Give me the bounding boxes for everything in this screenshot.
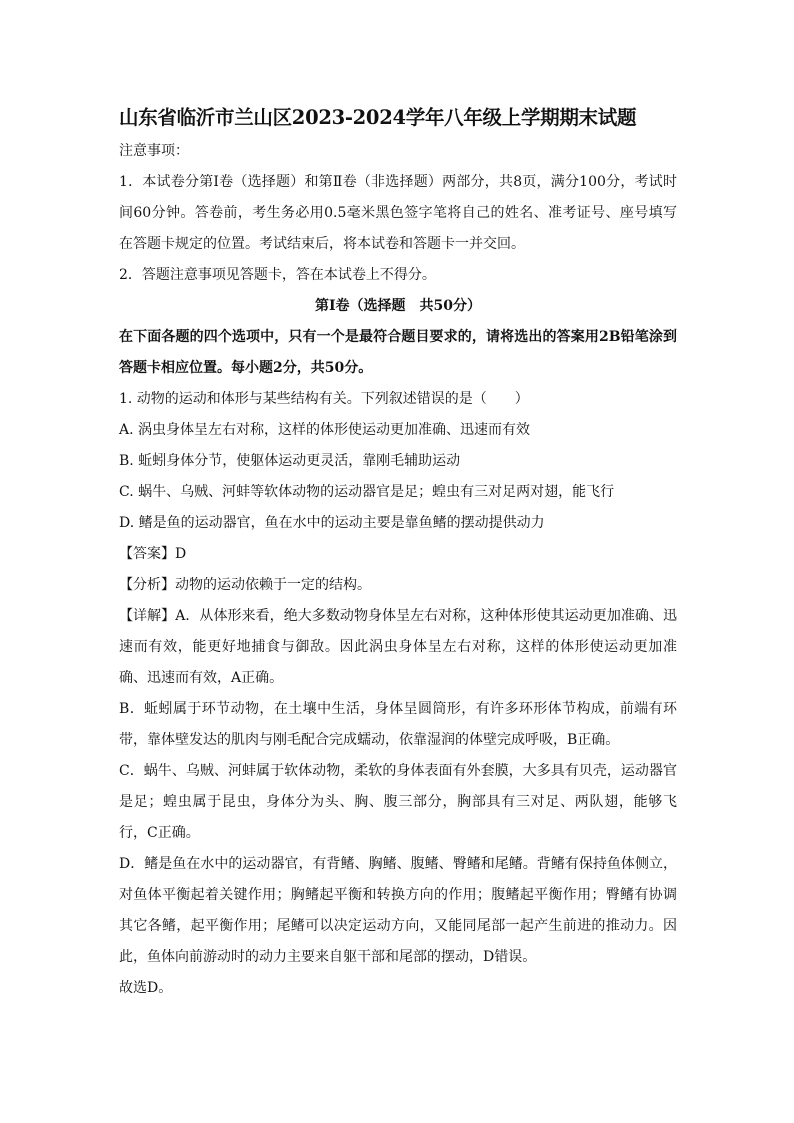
answer-line — [119, 539, 677, 570]
notice-item-1: 1．本试卷分第Ⅰ卷（选择题）和第Ⅱ卷（非选择题）两部分，共8页，满分100分，考试时间60分钟。答卷前，考生务必用0.5毫米黑色签字笔将自己的姓名、准考证号、座号填写在答题卡规定的位置。考试结束后，将本试卷和答题卡一并交回。 — [119, 174, 677, 252]
detail-b: B．蚯蚓属于环节动物，在土壤中生活，身体呈圆筒形，有许多环形体节构成，前端有环带，靠体壁发达的肌肉与刚毛配合完成蠕动，依靠湿润的体壁完成呼吸，B正确。 — [119, 701, 677, 748]
document-content — [119, 104, 677, 1004]
notice-item-2: 2．答题注意事项见答题卡，答在本试卷上不得分。 — [119, 267, 436, 283]
option-d: D. 鳍是鱼的运动器官，鱼在水中的运动主要是靠鱼鳍的摆动提供动力 — [119, 515, 545, 531]
option-a: A. 涡虫身体呈左右对称，这样的体形使运动更加准确、迅速而有效 — [119, 422, 531, 438]
analysis-label: 【分析】 — [119, 577, 175, 593]
detail-c: C．蜗牛、乌贼、河蚌属于软体动物，柔软的身体表面有外套膜，大多具有贝壳，运动器官是足；蝗虫属于昆虫，身体分为头、胸、腹三部分，胸部具有三对足、两队翅，能够飞行，C正确。 — [119, 763, 677, 841]
detail-d: D．鳍是鱼在水中的运动器官，有背鳍、胸鳍、腹鳍、臀鳍和尾鳍。背鳍有保持鱼体侧立，对鱼体平衡起着关键作用；胸鳍起平衡和转换方向的作用；腹鳍起平衡作用；臀鳍有协调其它各鳍，起平衡作用；尾鳍可以决定运动方向，又能同尾部一起产生前进的推动力。因此，鱼体向前游动时的动力主要来自躯干部和尾部的摆动，D错误。 — [119, 856, 677, 965]
conclusion: 故选D。 — [119, 980, 173, 996]
detail-a-text: A．从体形来看，绝大多数动物身体呈左右对称，这种体形使其运动更加准确、迅速而有效，能更好地捕食与御敌。因此涡虫身体呈左右对称，这样的体形使运动更加准确、迅速而有效，A正确。 — [119, 608, 678, 686]
question-stem: 1. 动物的运动和体形与某些结构有关。下列叙述错误的是（ ） — [119, 391, 529, 407]
option-c: C. 蜗牛、乌贼、河蚌等软体动物的运动器官是足；蝗虫有三对足两对翅，能飞行 — [119, 484, 615, 500]
analysis-text: 动物的运动依赖于一定的结构。 — [175, 577, 371, 593]
analysis-line — [119, 570, 677, 601]
option-b: B. 蚯蚓身体分节，使躯体运动更灵活，靠刚毛辅助运动 — [119, 453, 461, 469]
document-title: 山东省临沂市兰山区2023-2024学年八年级上学期期末试题 — [119, 106, 637, 129]
answer-value: D — [175, 546, 187, 562]
section-instruction: 在下面各题的四个选项中，只有一个是最符合题目要求的，请将选出的答案用2B铅笔涂到答题卡相应位置。每小题2分，共50分。 — [119, 329, 677, 376]
section-heading: 第Ⅰ卷（选择题 共50分） — [314, 298, 482, 314]
detail-a — [119, 601, 677, 694]
detail-label: 【详解】 — [119, 608, 176, 624]
answer-label: 【答案】 — [119, 546, 175, 562]
notice-heading: 注意事项： — [119, 143, 189, 159]
